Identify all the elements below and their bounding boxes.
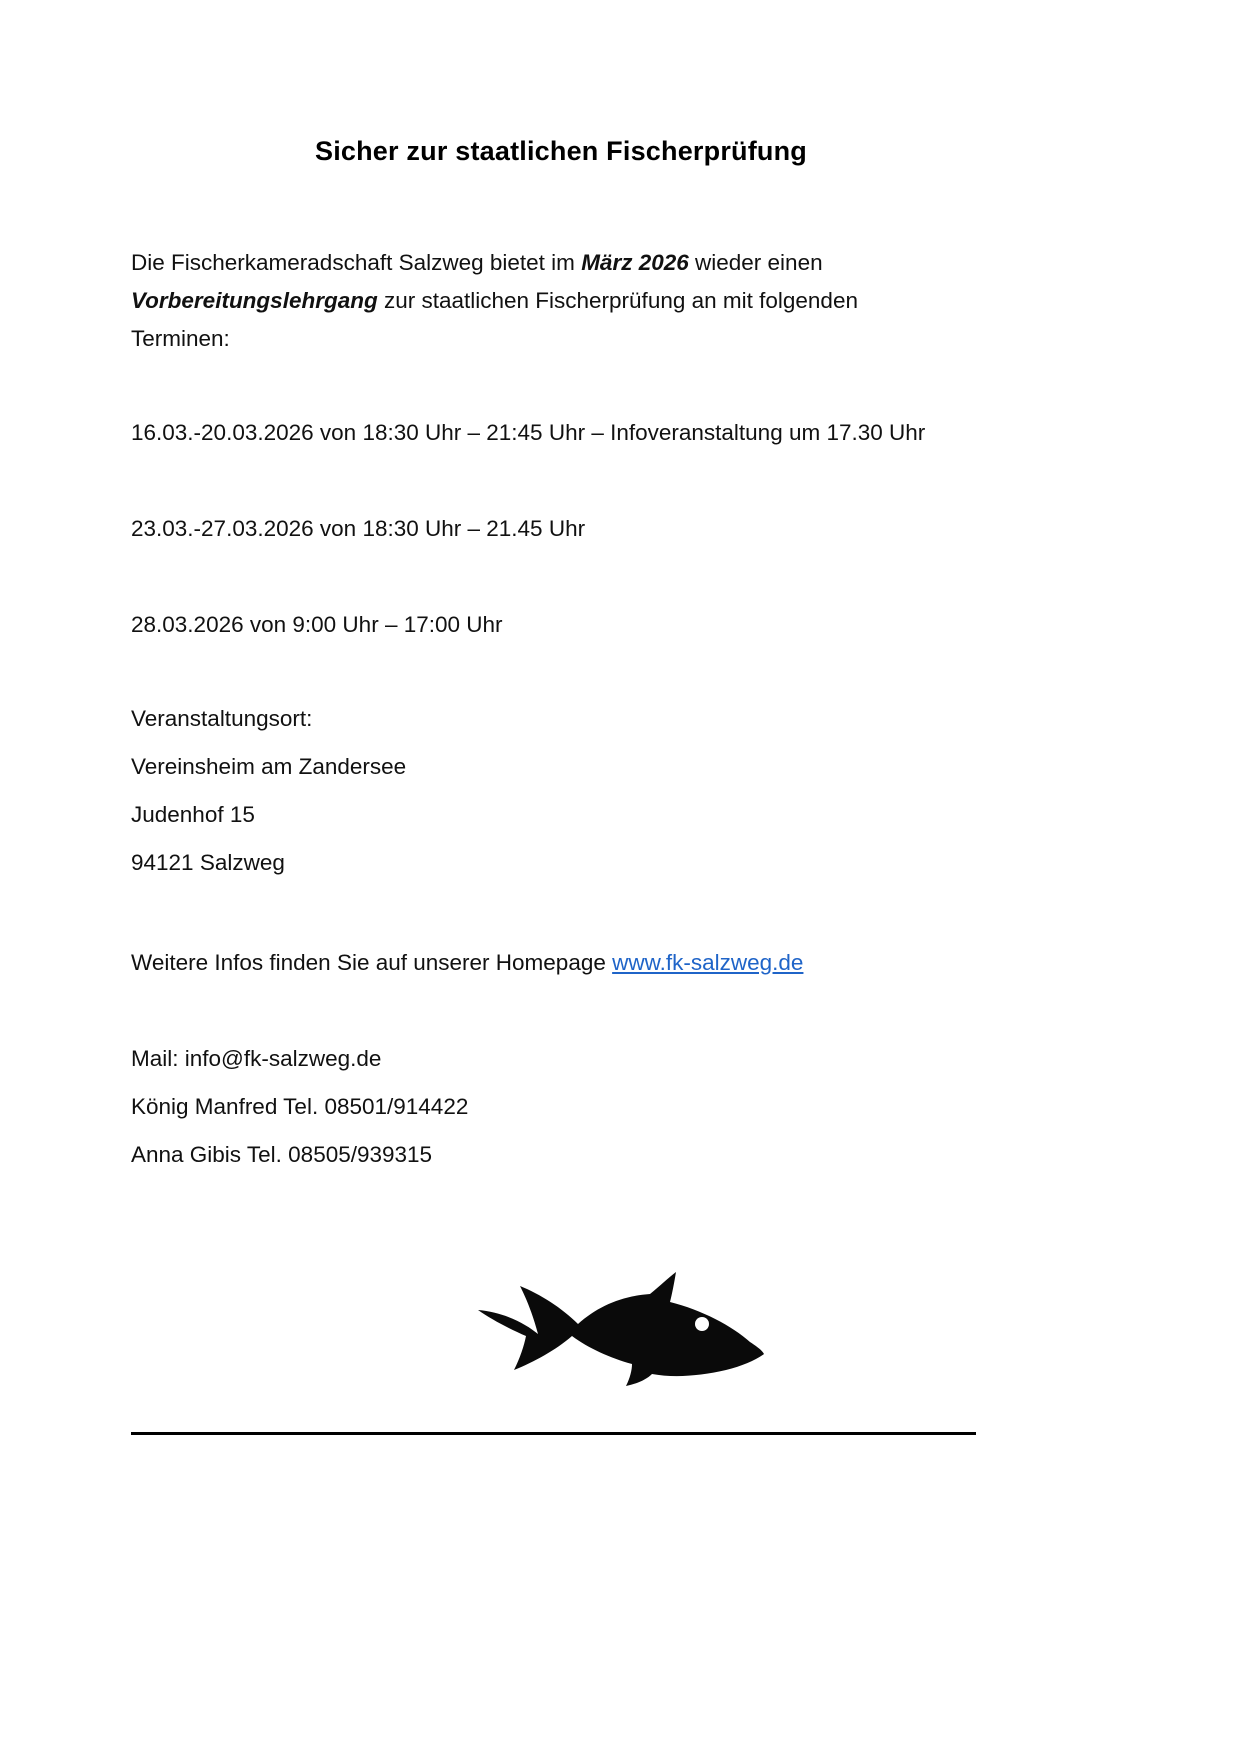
homepage-line bbox=[131, 948, 991, 978]
venue-block bbox=[131, 640, 991, 878]
date-row bbox=[131, 418, 991, 514]
date-line-1: 16.03.-20.03.2026 von 18:30 Uhr – 21:45 Uhr – Infoveranstaltung um 17.30 Uhr bbox=[131, 420, 926, 445]
venue-city: 94121 Salzweg bbox=[131, 850, 285, 875]
date-line-2: 23.03.-27.03.2026 von 18:30 Uhr – 21.45 Uhr bbox=[131, 516, 586, 541]
contact-block bbox=[131, 978, 991, 1170]
homepage-link[interactable]: www.fk-salzweg.de bbox=[612, 950, 804, 975]
intro-emphasis-course: Vorbereitungslehrgang bbox=[131, 288, 378, 313]
date-row bbox=[131, 610, 991, 640]
contact-person-2: Anna Gibis Tel. 08505/939315 bbox=[131, 1142, 433, 1167]
date-line-3: 28.03.2026 von 9:00 Uhr – 17:00 Uhr bbox=[131, 612, 503, 637]
intro-paragraph bbox=[131, 167, 906, 358]
fish-eye bbox=[695, 1317, 709, 1331]
venue-street: Judenhof 15 bbox=[131, 802, 255, 827]
document-content bbox=[131, 0, 991, 1170]
intro-part-1: Die Fischerkameradschaft Salzweg bietet im bbox=[131, 250, 582, 275]
venue-label: Veranstaltungsort: bbox=[131, 706, 313, 731]
contact-mail: Mail: info@fk-salzweg.de bbox=[131, 1046, 382, 1071]
intro-part-3: zur staatlichen Fischerprüfung an mit folgenden Terminen: bbox=[131, 288, 858, 351]
date-row bbox=[131, 514, 991, 610]
footer-divider bbox=[131, 1432, 976, 1435]
homepage-text: Weitere Infos finden Sie auf unserer Homepage bbox=[131, 950, 613, 975]
homepage-block bbox=[131, 878, 991, 978]
dates-list bbox=[131, 358, 991, 640]
intro-part-2: wieder einen bbox=[688, 250, 823, 275]
intro-emphasis-month: März 2026 bbox=[581, 250, 689, 275]
fish-icon bbox=[470, 1268, 770, 1388]
fish-graphic bbox=[0, 1268, 1240, 1393]
contact-person-1: König Manfred Tel. 08501/914422 bbox=[131, 1094, 469, 1119]
fish-body bbox=[478, 1272, 764, 1386]
page-title: Sicher zur staatlichen Fischerprüfung bbox=[314, 136, 807, 166]
venue-name: Vereinsheim am Zandersee bbox=[131, 754, 407, 779]
